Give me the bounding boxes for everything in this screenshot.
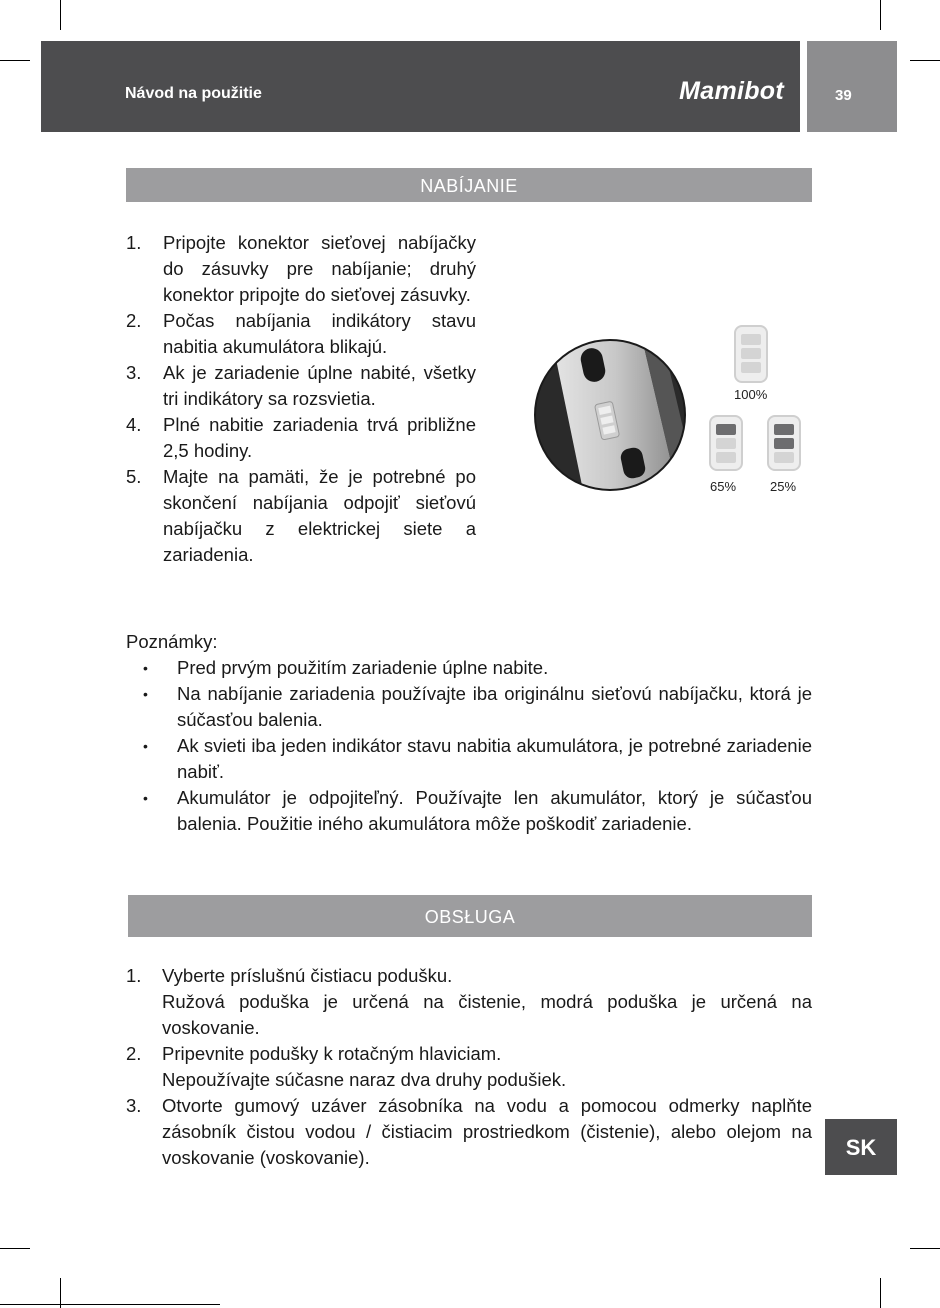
language-tab: SK (825, 1119, 897, 1175)
bullet: • (143, 790, 148, 806)
label-25: 25% (770, 479, 797, 494)
list-item: • Pred prvým použitím zariadenie úplne nabite. (126, 655, 812, 681)
operation-steps (126, 963, 812, 1171)
section-heading-operation: OBSŁUGA (128, 895, 812, 937)
crop-mark (910, 1248, 940, 1249)
battery-100-icon (735, 326, 767, 382)
notes-heading: Poznámky: (126, 631, 218, 652)
list-item: 2. Pripevnite podušky k rotačným hlaviciam. Nepoužívajte súčasne naraz dva druhy podušiek. (126, 1043, 567, 1090)
battery-indicator-illustration (530, 320, 830, 500)
page-title: Návod na použitie (125, 85, 262, 102)
crop-mark (880, 1278, 881, 1308)
page-number-box (807, 41, 897, 132)
page-header (41, 41, 800, 132)
label-100: 100% (734, 387, 768, 402)
crop-mark (880, 0, 881, 30)
crop-mark (0, 1248, 30, 1249)
notes-list (126, 655, 812, 837)
crop-mark (910, 60, 940, 61)
brand-logo: Mamibot (679, 77, 784, 105)
battery-65-icon (710, 416, 742, 470)
section-heading-charging: NABÍJANIE (126, 168, 812, 202)
charging-steps (126, 230, 476, 568)
crop-mark (0, 60, 30, 61)
list-item: • Ak svieti iba jeden indikátor stavu nabitia akumulátora, je potrebné zariadenie nabiť. (143, 735, 812, 782)
crop-mark (0, 1304, 220, 1305)
list-item: 5. Majte na pamäti, že je potrebné po skončení nabíjania odpojiť sieťovú nabíjačku z elektrickej siete a zariadenia. (126, 466, 476, 565)
bullet: • (143, 738, 148, 754)
list-item: 3. Ak je zariadenie úplne nabité, všetky tri indikátory sa rozsvietia. (126, 362, 476, 409)
battery-25-icon (768, 416, 800, 470)
list-item: • Na nabíjanie zariadenia používajte iba originálnu sieťovú nabíjačku, ktorá je súčasťou balenia. (143, 683, 812, 730)
page-number: 39 (835, 87, 852, 104)
list-item: 2. Počas nabíjania indikátory stavu nabitia akumulátora blikajú. (126, 310, 476, 357)
bullet: • (143, 660, 148, 676)
list-item: 3. Otvorte gumový uzáver zásobníka na vodu a pomocou odmerky naplňte zásobník čistou vodou / čistiacim prostriedkom (čistenie), alebo olejom na voskovanie (voskovanie). (126, 1095, 812, 1168)
bullet: • (143, 686, 148, 702)
label-65: 65% (710, 479, 737, 494)
crop-mark (60, 0, 61, 30)
list-item: 1. Pripojte konektor sieťovej nabíjačky do zásuvky pre nabíjanie; druhý konektor pripojte do sieťovej zásuvky. (126, 232, 476, 305)
list-item: 1. Vyberte príslušnú čistiacu podušku. Ružová poduška je určená na čistenie, modrá poduška je určená na voskovanie. (126, 965, 812, 1038)
list-item: 4. Plné nabitie zariadenia trvá približne 2,5 hodiny. (126, 414, 476, 461)
list-item: • Akumulátor je odpojiteľný. Používajte len akumulátor, ktorý je súčasťou balenia. Použitie iného akumulátora môže poškodiť zariadenie. (143, 787, 812, 834)
